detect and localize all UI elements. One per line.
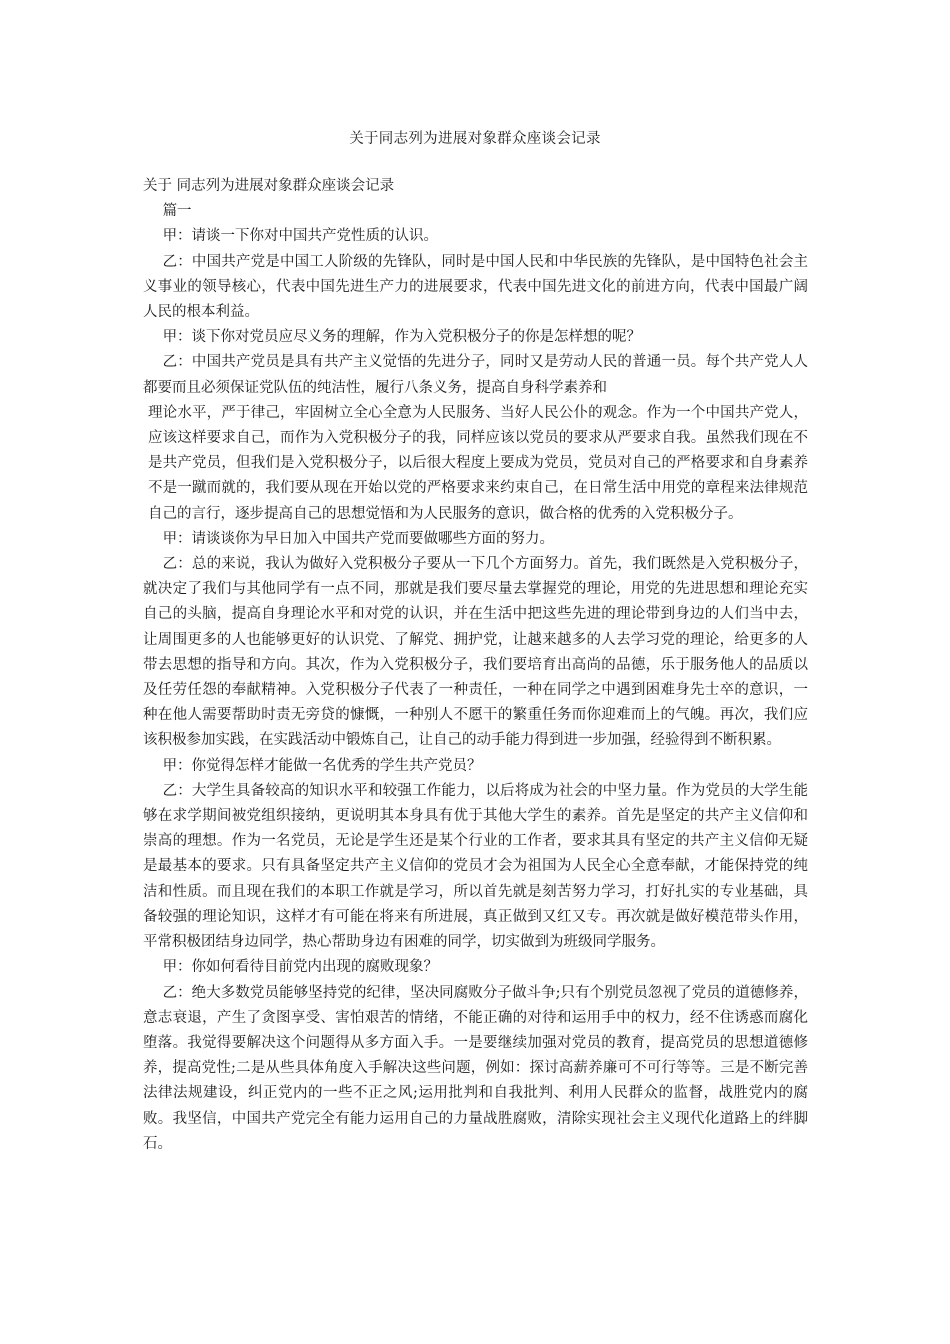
answer-continuation-paragraph: 理论水平，严于律己，牢固树立全心全意为人民服务、当好人民公仆的观念。作为一个中国共产党人，应该这样要求自己，而作为入党积极分子的我，同样应该以党员的要求从严要求自我。虽然我们现在不是共产党员，但我们是入党积极分子，以后很大程度上要成为党员，党员对自己的严格要求和自身素养不是一蹴而就的，我们要从现在开始以党的严格要求来约束自己，在日常生活中用党的章程来法律规范自己的言行，逐步提高自己的思想觉悟和为人民服务的意识，做合格的优秀的入党积极分子。 <box>148 404 808 522</box>
answer-paragraph: 乙：中国共产党是中国工人阶级的先锋队，同时是中国人民和中华民族的先锋队，是中国特色社会主义事业的领导核心，代表中国先进生产力的进展要求，代表中国先进文化的前进方向，代表中国最广阔人民的根本利益。 <box>143 253 808 321</box>
question-paragraph: 甲：你如何看待目前党内出现的腐败现象？ <box>162 959 439 976</box>
document-subtitle: 关于 同志列为进展对象群众座谈会记录 <box>143 178 395 194</box>
document-body <box>143 174 808 1157</box>
section-heading: 篇一 <box>162 203 192 220</box>
answer-paragraph: 乙：绝大多数党员能够坚持党的纪律，坚决同腐败分子做斗争;只有个别党员忽视了党员的道德修养，意志衰退，产生了贪图享受、害怕艰苦的情绪，不能正确的对待和运用手中的权力，经不住诱惑而腐化堕落。我觉得要解决这个问题得从多方面入手。一是要继续加强对党员的教育，提高党员的思想道德修养，提高党性;二是从些具体角度入手解决这些问题，例如：探讨高薪养廉可不可行等等。三是不断完善法律法规建设，纠正党内的一些不正之风;运用批判和自我批判、利用人民群众的监督，战胜党内的腐败。我坚信，中国共产党完全有能力运用自己的力量战胜腐败，清除实现社会主义现代化道路上的绊脚石。 <box>143 984 808 1152</box>
answer-paragraph: 乙：中国共产党员是具有共产主义觉悟的先进分子，同时又是劳动人民的普通一员。每个共产党人人都要而且必须保证党队伍的纯洁性，履行八条义务，提高自身科学素养和 <box>143 354 808 396</box>
question-paragraph: 甲：请谈一下你对中国共产党性质的认识。 <box>162 228 439 245</box>
question-paragraph: 甲：谈下你对党员应尽义务的理解，作为入党积极分子的你是怎样想的呢？ <box>162 329 642 346</box>
question-paragraph: 甲：请谈谈你为早日加入中国共产党而要做哪些方面的努力。 <box>162 530 555 547</box>
question-paragraph: 甲：你觉得怎样才能做一名优秀的学生共产党员？ <box>162 757 482 774</box>
answer-paragraph: 乙：总的来说，我认为做好入党积极分子要从一下几个方面努力。首先，我们既然是入党积极分子，就决定了我们与其他同学有一点不同，那就是我们要尽量去掌握党的理论，用党的先进思想和理论充实自己的头脑，提高自身理论水平和对党的认识，并在生活中把这些先进的理论带到身边的人们当中去，让周围更多的人也能够更好的认识党、了解党、拥护党，让越来越多的人去学习党的理论，给更多的人带去思想的指导和方向。其次，作为入党积极分子，我们要培育出高尚的品德，乐于服务他人的品质以及任劳任怨的奉献精神。入党积极分子代表了一种责任，一种在同学之中遇到困难身先士卒的意识，一种在他人需要帮助时责无旁贷的慷慨，一种别人不愿干的繁重任务而你迎难而上的气魄。再次，我们应该积极参加实践，在实践活动中锻炼自己，让自己的动手能力得到进一步加强，经验得到不断积累。 <box>143 556 808 749</box>
answer-paragraph: 乙：大学生具备较高的知识水平和较强工作能力，以后将成为社会的中坚力量。作为党员的大学生能够在求学期间被党组织接纳，更说明其本身具有优于其他大学生的素养。首先是坚定的共产主义信仰和崇高的理想。作为一名党员，无论是学生还是某个行业的工作者，要求其具有坚定的共产主义信仰无疑是最基本的要求。只有具备坚定共产主义信仰的党员才会为祖国为人民全心全意奉献，才能保持党的纯洁和性质。而且现在我们的本职工作就是学习，所以首先就是刻苦努力学习，打好扎实的专业基础，具备较强的理论知识，这样才有可能在将来有所进展，真正做到又红又专。再次就是做好模范带头作用，平常积极团结身边同学，热心帮助身边有困难的同学，切实做到为班级同学服务。 <box>143 782 808 951</box>
document-title: 关于同志列为进展对象群众座谈会记录 <box>349 131 601 147</box>
